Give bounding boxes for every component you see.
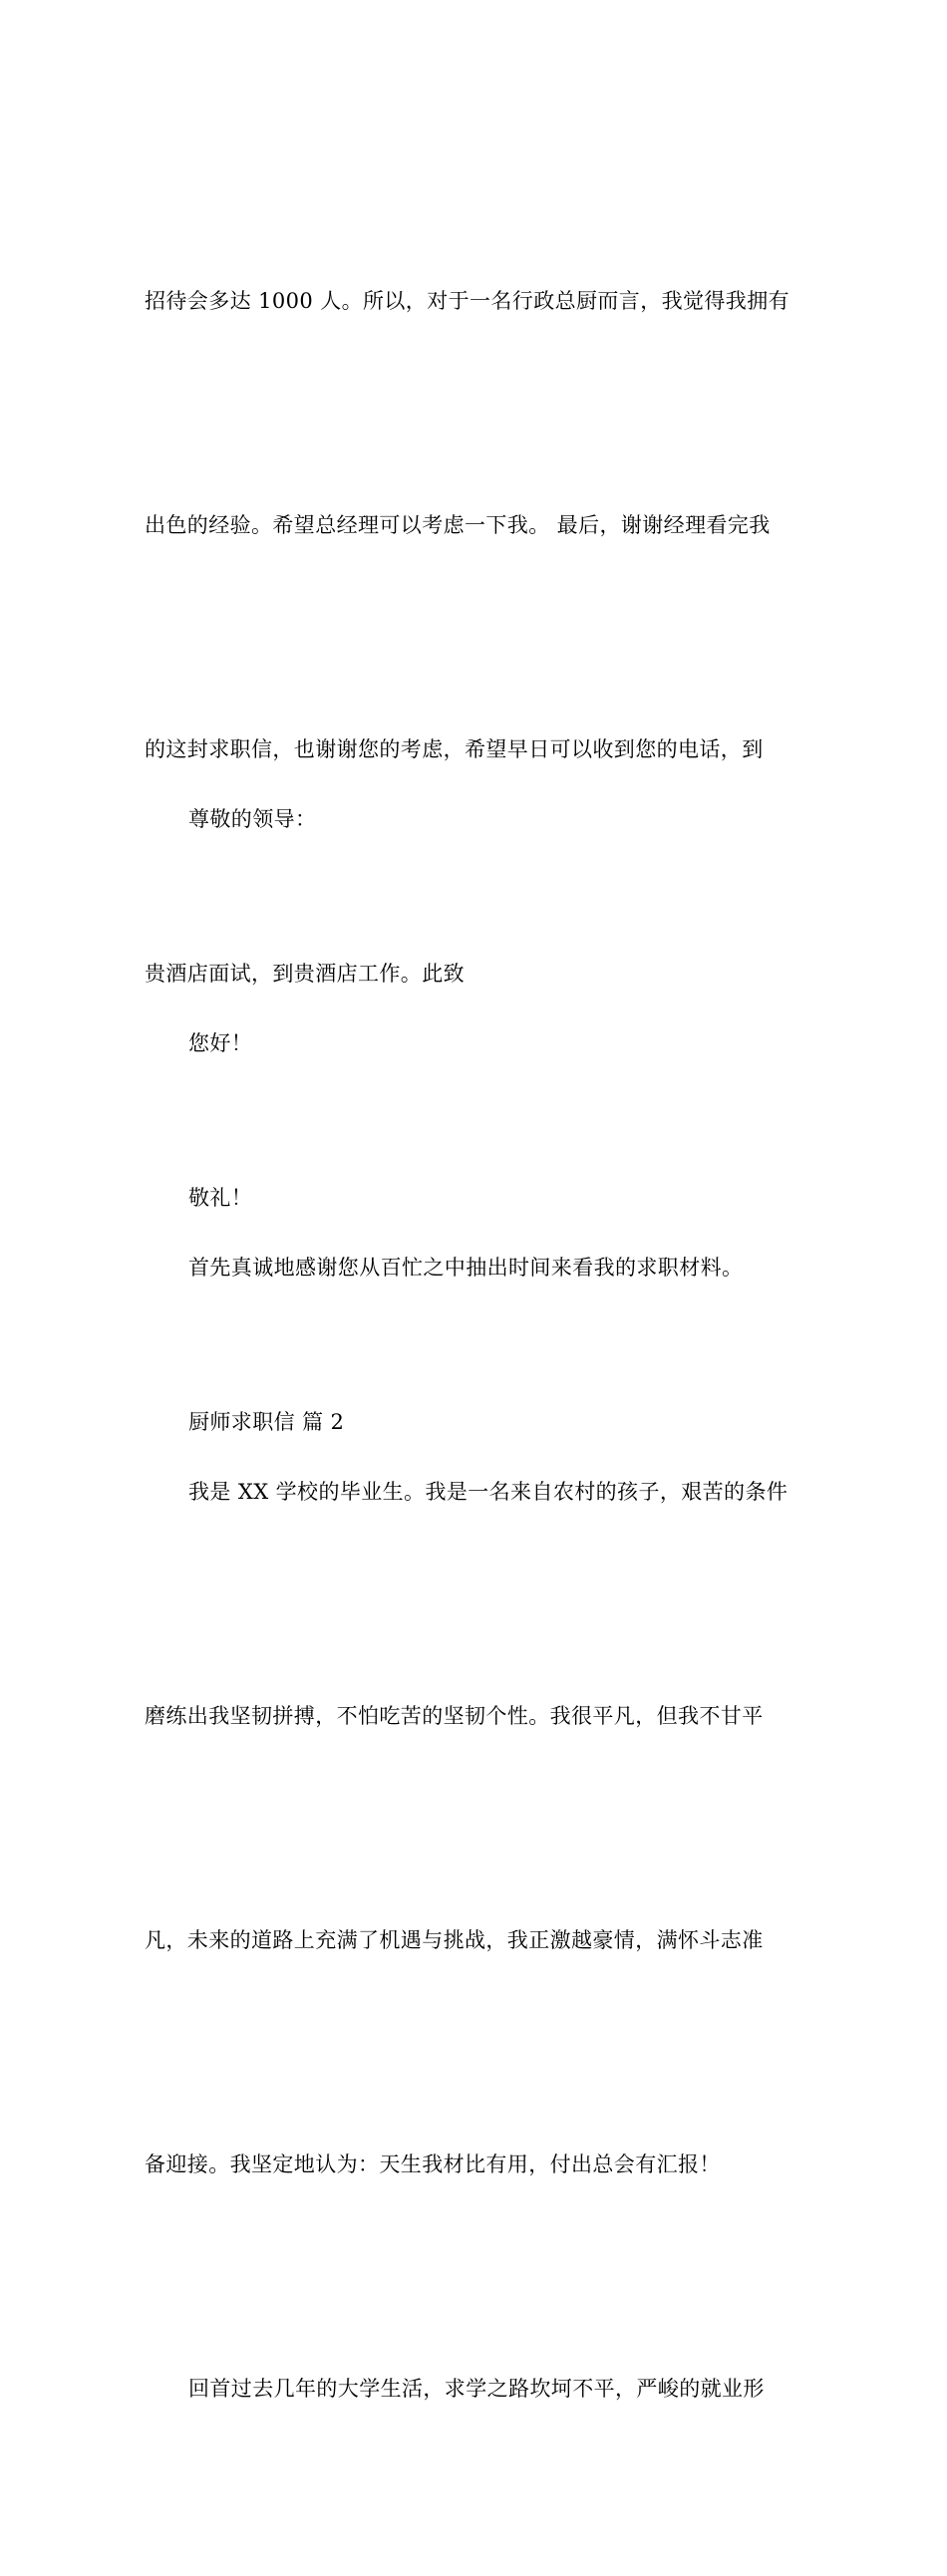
closing-line: 敬礼！: [188, 1186, 253, 1210]
paragraph-4-line-1: 回首过去几年的大学生活，求学之路坎坷不平，严峻的就业形: [188, 2377, 765, 2401]
section-title: 厨师求职信 篇 2: [188, 1410, 345, 1434]
paragraph-1-line-4: 贵酒店面试，到贵酒店工作。此致: [145, 962, 465, 986]
paragraph-2: 首先真诚地感谢您从百忙之中抽出时间来看我的求职材料。: [188, 1256, 744, 1280]
paragraph-1-line-3: 的这封求职信，也谢谢您的考虑，希望早日可以收到您的电话，到: [145, 737, 764, 761]
paragraph-3-line-3: 凡，未来的道路上充满了机遇与挑战，我正激越豪情，满怀斗志准: [145, 1928, 764, 1952]
greeting: 您好！: [188, 1031, 253, 1055]
salutation: 尊敬的领导：: [188, 807, 317, 831]
paragraph-1-line-2: 出色的经验。希望总经理可以考虑一下我。 最后，谢谢经理看完我: [145, 513, 771, 537]
paragraph-1-line-1: 招待会多达 1000 人。所以，对于一名行政总厨而言，我觉得我拥有: [145, 289, 789, 313]
paragraph-3-line-4: 备迎接。我坚定地认为：天生我材比有用，付出总会有汇报！: [145, 2152, 721, 2176]
letter-body-bottom: [145, 633, 807, 2576]
paragraph-3-line-1: 我是 XX 学校的毕业生。我是一名来自农村的孩子，艰苦的条件: [188, 1480, 789, 1504]
paragraph-3-line-2: 磨练出我坚韧拼搏，不怕吃苦的坚韧个性。我很平凡，但我不甘平: [145, 1704, 764, 1728]
